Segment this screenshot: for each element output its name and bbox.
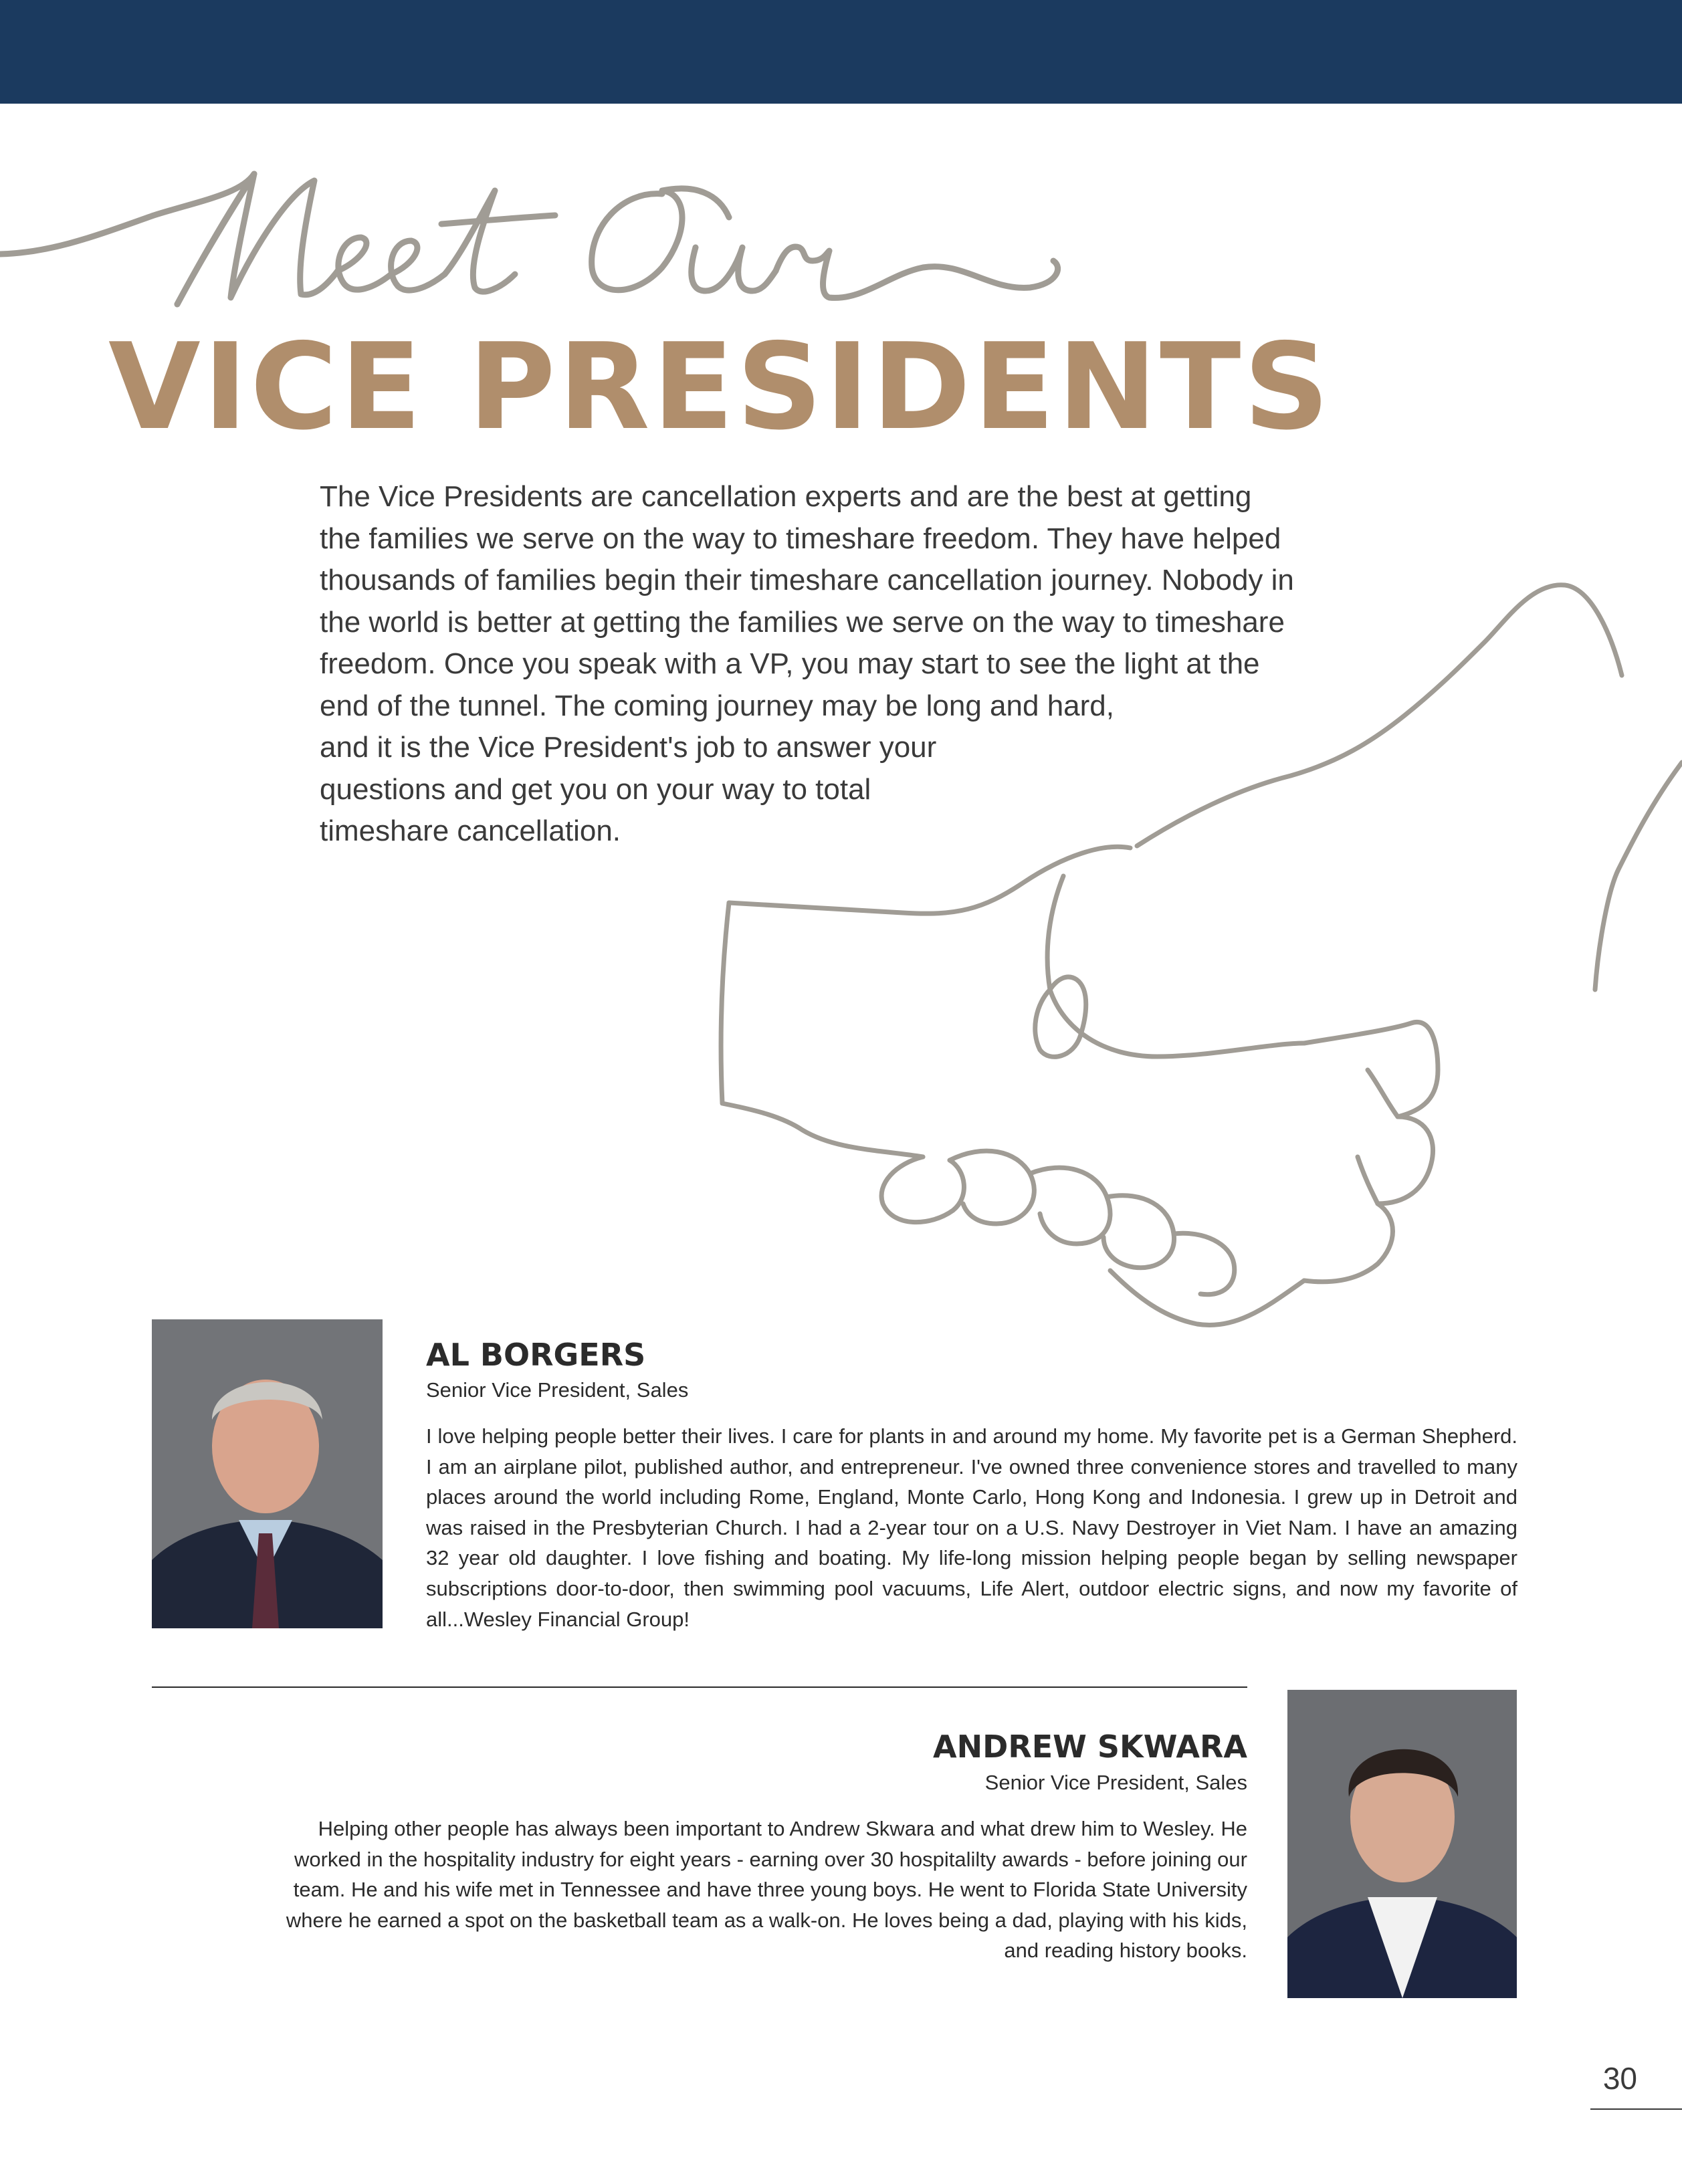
profile-title: Senior Vice President, Sales — [984, 1771, 1247, 1794]
profile-title: Senior Vice President, Sales — [426, 1378, 689, 1402]
profile-photo-al-borgers — [152, 1319, 383, 1628]
bio-line: where he earned a spot on the basketball team as a walk-on. He loves being a dad, playing with his kids, — [286, 1908, 1247, 1932]
page-title: VICE PRESIDENTS — [108, 318, 1332, 456]
intro-line: questions and get you on your way to total — [320, 772, 871, 806]
bio-line: team. He and his wife met in Tennessee and have three young boys. He went to Florida State University — [293, 1878, 1247, 1902]
intro-line: the families we serve on the way to timeshare freedom. They have helped — [320, 522, 1281, 555]
profile-photo-andrew-skwara — [1287, 1690, 1517, 1998]
intro-line: thousands of families begin their timeshare cancellation journey. Nobody in — [320, 564, 1294, 596]
intro-line: the world is better at getting the families we serve on the way to timeshare — [320, 605, 1285, 639]
bio-line: Helping other people has always been important to Andrew Skwara and what drew him to Wesley. He — [318, 1817, 1247, 1840]
script-lettering-graphic — [0, 154, 1083, 334]
intro-line: The Vice Presidents are cancellation experts and are the best at getting — [320, 480, 1252, 513]
bio-line: and reading history books. — [1004, 1939, 1247, 1963]
profile-bio: I love helping people better their lives. I care for plants in and around my home. My favorite pet is a German Shepherd. I am an airplane pilot, published author, and entrepreneur. I've owned three convenience stores and travelled to many places around the world including Rome, England, Monte Carlo, Hong Kong and Indonesia. I grew up in Detroit and was raised in the Presbyterian Church. I had a 2-year tour on a U.S. Navy Destroyer in Viet Nam. I have an amazing 32 year old daughter. I love fishing and boating. My life-long mission helping people began by selling newspaper subscriptions door-to-door, then swimming pool vacuums, Life Alert, outdoor electric signs, and now my favorite of all...Wesley Financial Group! — [426, 1424, 1517, 1631]
intro-line: end of the tunnel. The coming journey may be long and hard, — [320, 689, 1114, 722]
top-header-band — [0, 0, 1682, 104]
page-number: 30 — [1602, 2061, 1637, 2096]
intro-line: and it is the Vice President's job to answer your — [320, 731, 937, 764]
profile-name: ANDREW SKWARA — [933, 1729, 1247, 1765]
script-title-meet-our — [0, 154, 1083, 334]
bio-line: worked in the hospitality industry for eight years - earning over 30 hospitalilty awards - before joining our — [294, 1847, 1247, 1871]
page-number-rule — [1590, 2108, 1682, 2110]
intro-line: freedom. Once you speak with a VP, you may start to see the light at the — [320, 647, 1260, 680]
intro-line: timeshare cancellation. — [320, 814, 621, 847]
section-divider — [152, 1686, 1247, 1688]
profile-name: AL BORGERS — [426, 1337, 646, 1373]
intro-paragraph — [320, 476, 1350, 853]
profile-bio — [177, 1814, 1247, 1966]
